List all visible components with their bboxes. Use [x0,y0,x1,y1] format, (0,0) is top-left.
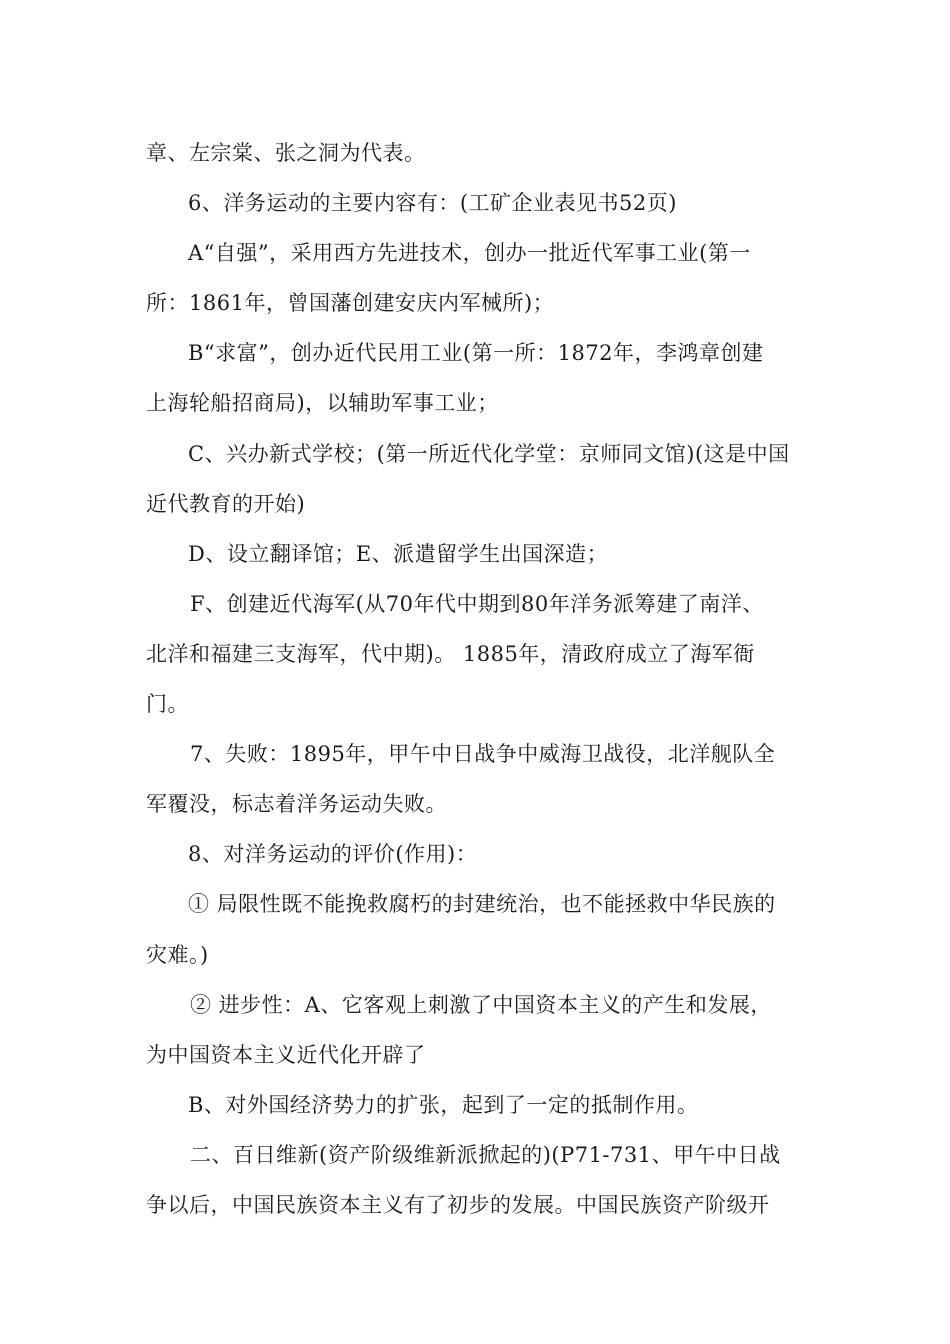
text-line-6: 上海轮船招商局)，以辅助军事工业； [146,391,499,416]
text-line-8: 近代教育的开始) [146,491,306,516]
text-line-18: ② 进步性：A、它客观上刺激了中国资本主义的产生和发展， [190,992,772,1017]
text-line-14: 军覆没，标志着洋务运动失败。 [146,792,447,817]
text-line-2: 6、洋务运动的主要内容有：(工矿企业表见书52页) [188,191,677,216]
document-page [146,128,810,1230]
text-line-7: C、兴办新式学校；(第一所近代化学堂：京师同文馆)(这是中国 [188,441,790,466]
text-line-1: 章、左宗棠、张之洞为代表。 [146,141,426,165]
text-line-12: 门。 [146,692,189,717]
text-line-21: 二、百日维新(资产阶级维新派掀起的)(P71-731、甲午中日战 [190,1142,781,1167]
text-line-10: F、创建近代海军(从70年代中期到80年洋务派筹建了南洋、 [190,591,764,616]
text-line-15: 8、对洋务运动的评价(作用)： [188,842,478,867]
text-line-19: 为中国资本主义近代化开辟了 [146,1042,426,1067]
text-line-5: B“求富”，创办近代民用工业(第一所：1872年，李鸿章创建 [188,341,764,366]
text-line-20: B、对外国经济势力的扩张，起到了一定的抵制作用。 [188,1092,699,1117]
text-line-22: 争以后，中国民族资本主义有了初步的发展。中国民族资产阶级开 [146,1192,770,1217]
text-line-17: 灾难。) [146,942,209,967]
text-line-9: D、设立翻译馆；E、派遣留学生出国深造； [188,541,609,566]
text-line-3: A“自强”，采用西方先进技术，创办一批近代军事工业(第一 [188,241,751,266]
text-line-16: ① 局限性既不能挽救腐朽的封建统治，也不能拯救中华民族的 [188,892,776,917]
text-line-4: 所：1861年，曾国藩创建安庆内军械所)； [146,291,555,316]
text-line-13: 7、失败：1895年，甲午中日战争中威海卫战役，北洋舰队全 [190,742,776,767]
text-line-11: 北洋和福建三支海军，代中期)。 1885年，清政府成立了海军衙 [146,641,755,666]
